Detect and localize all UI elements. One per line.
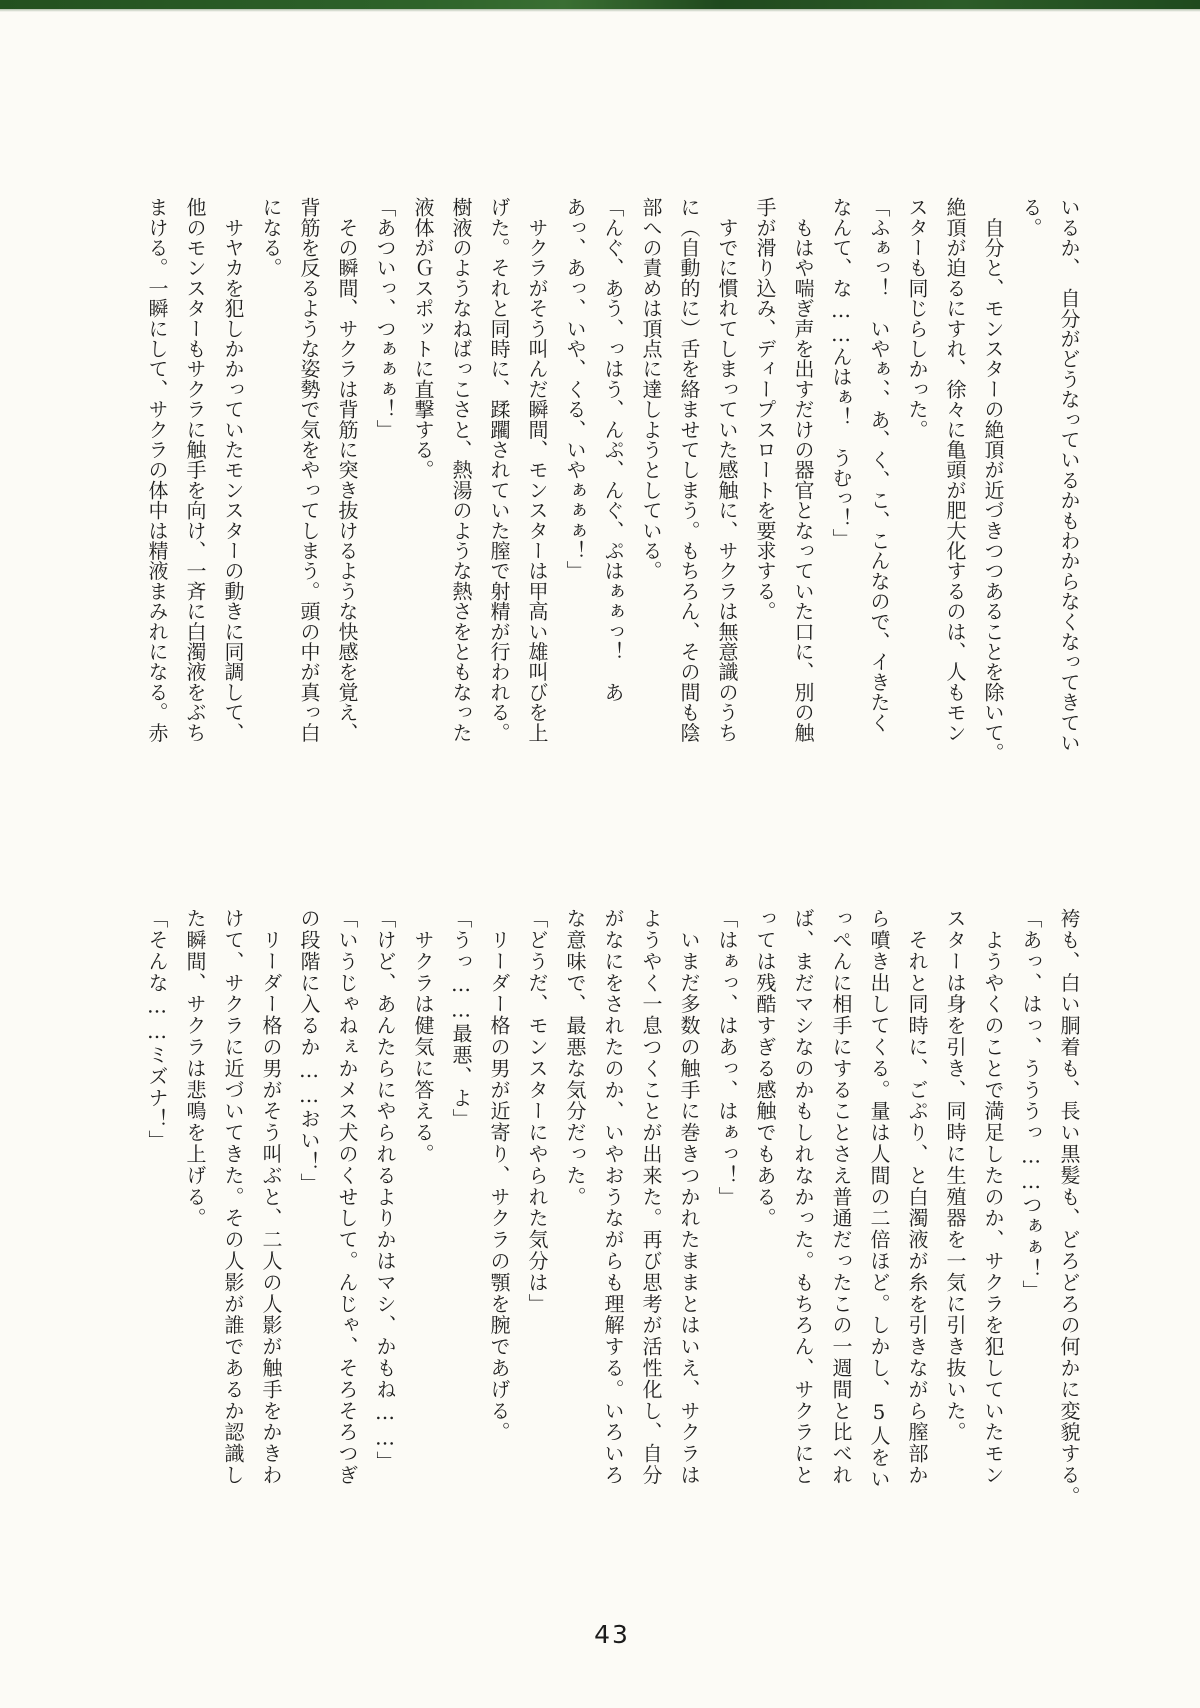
text-column: 「ふぁっ！ いやぁ、、あ、く、こ、こんなので、イきたく [867, 197, 891, 733]
text-column: た瞬間、サクラは悲鳴を上げる。 [183, 908, 207, 1229]
text-column: リーダー格の男が近寄り、サクラの顎を腕であげる。 [487, 908, 511, 1443]
text-column: サヤカを犯しかかっていたモンスターの動きに同調して、 [221, 197, 245, 743]
text-column: 自分と、モンスターの絶頂が近づきつつあることを除いて。 [981, 197, 1005, 763]
text-column: 液体がＧスポットに直撃する。 [411, 197, 435, 480]
text-column: ようやく一息つくことが出来た。再び思考が活性化し、自分 [639, 908, 663, 1486]
text-column: に（自動的に）舌を絡ませてしまう。もちろん、その間も陰 [677, 197, 701, 743]
text-column: っぺんに相手にすることさえ普通だったこの一週間と比べれ [829, 908, 853, 1486]
text-column: その瞬間、サクラは背筋に突き抜けるような快感を覚え、 [335, 197, 359, 743]
text-column: がなにをされたのか、いやおうながらも理解する。いろいろ [601, 908, 625, 1486]
text-column: 部への責めは頂点に達しようとしている。 [639, 197, 663, 581]
text-column: スターは身を引き、同時に生殖器を一気に引き抜いた。 [943, 908, 967, 1443]
text-column: もはや喘ぎ声を出すだけの器官となっていた口に、別の触 [791, 197, 815, 743]
text-column: 「うっ……最悪、よ」 [449, 908, 473, 1130]
text-column: 樹液のようなねばっこさと、熱湯のような熱さをともなった [449, 197, 473, 743]
text-column: の段階に入るか……おい！」 [297, 908, 321, 1195]
text-column: 背筋を反るような姿勢で気をやってしまう。頭の中が真っ白 [297, 197, 321, 743]
text-column: 「どうだ、モンスターにやられた気分は」 [525, 908, 549, 1315]
text-column: リーダー格の男がそう叫ぶと、二人の人影が触手をかきわ [259, 908, 283, 1486]
text-column: 「あっ、はっ、うううっ……つぁぁ！」 [1019, 908, 1043, 1302]
text-column: ば、まだマシなのかもしれなかった。もちろん、サクラにと [791, 908, 815, 1486]
text-column: サクラは健気に答える。 [411, 908, 435, 1165]
text-column: 「けど、あんたらにやられるよりかはマシ、かもね……」 [373, 908, 397, 1473]
text-column: それと同時に、ごぷり、と白濁液が糸を引きながら膣部か [905, 908, 929, 1486]
text-column: あっ、あっ、いや、くる、いやぁぁぁ！」 [563, 197, 587, 581]
text-column: 「んぐ、あう、っはう、んぷ、んぐ、ぷはぁぁっ！ あ [601, 197, 625, 702]
text-column: なんて、な……んはぁ！ うむっ！」 [829, 197, 853, 549]
text-column: いまだ多数の触手に巻きつかれたままとはいえ、サクラは [677, 908, 701, 1486]
body-text-bottom-block [138, 908, 1088, 1526]
text-column: まける。一瞬にして、サクラの体中は精液まみれになる。赤 [145, 197, 169, 743]
text-column: な意味で、最悪な気分だった。 [563, 908, 587, 1208]
text-column: スターも同じらしかった。 [905, 197, 929, 440]
text-column: いるか、 自分がどうなっているかもわからなくなってきてい [1057, 197, 1081, 753]
text-column: る。 [1019, 197, 1043, 238]
text-column: 袴も、白い胴着も、長い黒髪も、どろどろの何かに変貌する。 [1057, 908, 1081, 1508]
text-column: 「いうじゃねぇかメス犬のくせして。んじゃ、そろそろつぎ [335, 908, 359, 1486]
text-column: っては残酷すぎる感触でもある。 [753, 908, 777, 1229]
text-column: けて、サクラに近づいてきた。その人影が誰であるか認識し [221, 908, 245, 1486]
text-column: 「そんな……ミズナ！」 [145, 908, 169, 1152]
text-column: ら噴き出してくる。量は人間の二倍ほど。しかし、5人をい [867, 908, 891, 1490]
body-text-top-block [138, 197, 1088, 763]
text-column: 絶頂が迫るにすれ、徐々に亀頭が肥大化するのは、人もモン [943, 197, 967, 743]
top-edge-band [0, 0, 1200, 9]
text-column: 「はぁっ、はあっ、はぁっ！」 [715, 908, 739, 1208]
text-column: ようやくのことで満足したのか、サクラを犯していたモン [981, 908, 1005, 1486]
text-column: 手が滑り込み、ディープスロートを要求する。 [753, 197, 777, 622]
text-column: サクラがそう叫んだ瞬間、モンスターは甲高い雄叫びを上 [525, 197, 549, 743]
page-number: 43 [594, 1620, 630, 1649]
text-column: 他のモンスターもサクラに触手を向け、一斉に白濁液をぶち [183, 197, 207, 743]
text-column: げた。それと同時に、蹂躙されていた膣で射精が行われる。 [487, 197, 511, 743]
text-column: すでに慣れてしまっていた感触に、サクラは無意識のうち [715, 197, 739, 743]
text-column: になる。 [259, 197, 283, 278]
text-column: 「あついっ、つぁぁぁ！」 [373, 197, 397, 440]
